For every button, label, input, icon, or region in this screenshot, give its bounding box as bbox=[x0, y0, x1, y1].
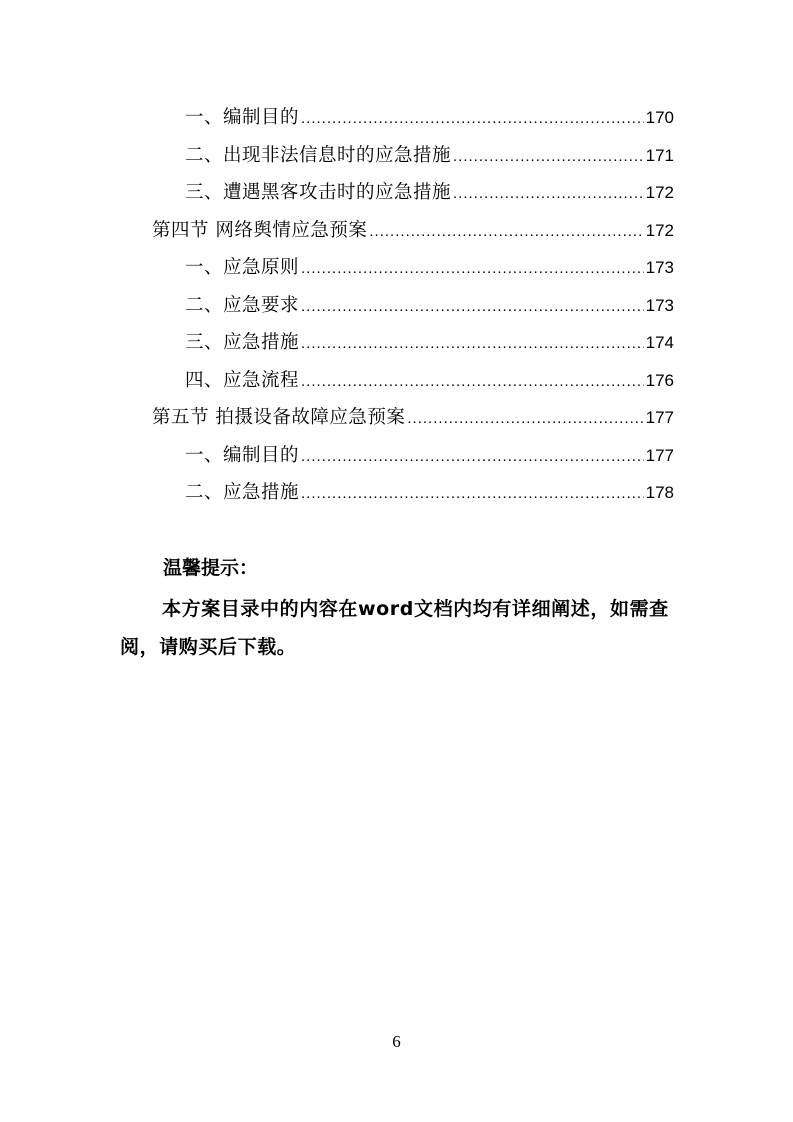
toc-entry-title: 四、应急流程 bbox=[185, 369, 300, 391]
page-number: 6 bbox=[392, 1032, 401, 1051]
toc-leader-dots bbox=[301, 367, 644, 397]
toc-leader-dots bbox=[301, 479, 644, 509]
toc-entry-title: 第五节 拍摄设备故障应急预案 bbox=[152, 407, 406, 428]
toc-entry[interactable] bbox=[185, 478, 674, 508]
toc-entry-page: 174 bbox=[645, 333, 674, 352]
toc-leader-dots bbox=[369, 217, 643, 247]
toc-entry[interactable] bbox=[185, 103, 674, 133]
toc-entry-title: 一、编制目的 bbox=[185, 107, 300, 128]
toc-entry-page: 170 bbox=[645, 108, 674, 127]
toc-entry-page: 172 bbox=[645, 220, 674, 240]
toc-leader-dots bbox=[453, 142, 644, 172]
toc-entry-page: 171 bbox=[645, 145, 674, 165]
toc-leader-dots bbox=[301, 104, 644, 134]
toc-entry[interactable] bbox=[185, 178, 674, 208]
toc-entry[interactable] bbox=[185, 441, 674, 471]
toc-entry-title: 三、遭遇黑客攻击时的应急措施 bbox=[185, 182, 452, 203]
toc-entry[interactable] bbox=[185, 328, 674, 358]
toc-entry-page: 173 bbox=[645, 258, 674, 277]
toc-leader-dots bbox=[453, 179, 644, 209]
toc-entry[interactable] bbox=[185, 253, 674, 283]
toc-entry-page: 176 bbox=[645, 370, 674, 390]
tip-heading: 温馨提示： bbox=[163, 557, 259, 579]
toc-entry-title: 三、应急措施 bbox=[185, 332, 300, 353]
toc-leader-dots bbox=[301, 254, 644, 284]
toc-entry[interactable] bbox=[185, 291, 674, 321]
toc-leader-dots bbox=[301, 442, 644, 472]
toc-entry-title: 第四节 网络舆情应急预案 bbox=[152, 219, 368, 241]
toc-leader-dots bbox=[301, 329, 644, 359]
toc-leader-dots bbox=[407, 404, 643, 434]
toc-entry-section[interactable] bbox=[152, 403, 674, 433]
toc-entry[interactable] bbox=[185, 366, 674, 396]
toc-entry-title: 一、应急原则 bbox=[185, 257, 300, 278]
toc-entry-section[interactable] bbox=[152, 216, 674, 246]
toc-entry-page: 178 bbox=[645, 483, 674, 502]
toc-entry-page: 177 bbox=[645, 408, 674, 427]
toc-entry-title: 二、应急措施 bbox=[185, 482, 300, 503]
toc-entry-title: 二、应急要求 bbox=[185, 294, 300, 316]
toc-entry[interactable] bbox=[185, 141, 674, 171]
tip-body: 本方案目录中的内容在word文档内均有详细阐述，如需查阅，请购买后下载。 bbox=[120, 598, 669, 658]
toc-entry-title: 一、编制目的 bbox=[185, 444, 300, 466]
toc-entry-title: 二、出现非法信息时的应急措施 bbox=[185, 144, 452, 166]
toc-entry-page: 172 bbox=[645, 183, 674, 202]
toc-entry-page: 173 bbox=[645, 295, 674, 315]
toc-entry-page: 177 bbox=[645, 445, 674, 465]
toc-leader-dots bbox=[301, 292, 644, 322]
